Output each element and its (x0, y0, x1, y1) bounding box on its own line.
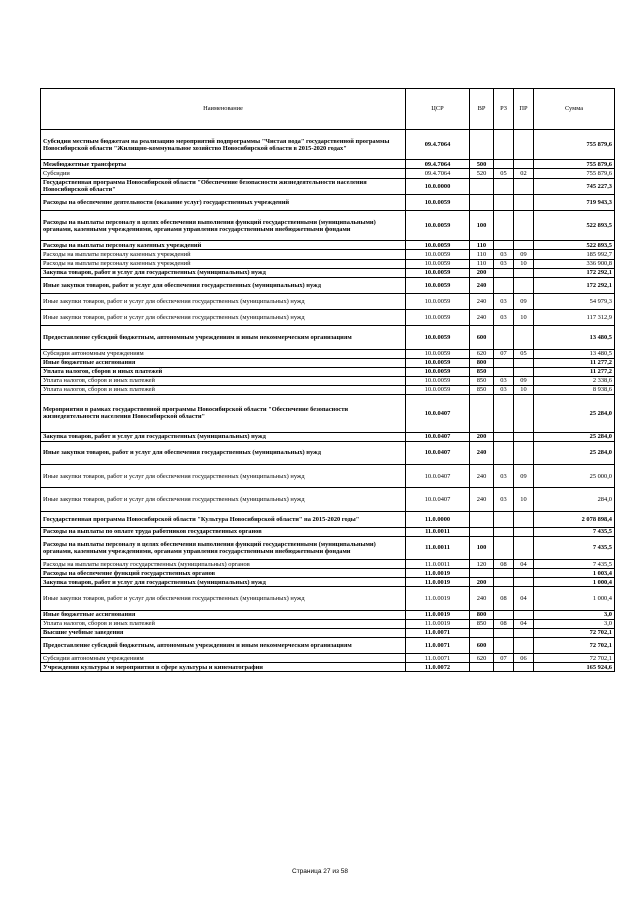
row-csr: 10.0.0407 (406, 395, 470, 433)
table-row (41, 610, 615, 619)
row-pr: 09 (514, 376, 534, 385)
row-vr (470, 511, 494, 527)
row-rz: 03 (494, 310, 514, 326)
row-rz (494, 610, 514, 619)
table-row (41, 628, 615, 637)
table-row (41, 268, 615, 277)
table-row (41, 432, 615, 441)
row-name: Иные закупки товаров, работ и услуг для обеспечения государственных (муниципальных) нужд (41, 464, 406, 487)
row-sum: 72 702,1 (534, 628, 615, 637)
table-row (41, 250, 615, 259)
row-name: Субсидии местным бюджетам на реализацию мероприятий подпрограммы "Чистая вода" государственной программы Новосибирской области "Жилищно-коммунальное хозяйство Новосибирской области в 2015-2020 годах" (41, 130, 406, 160)
row-csr: 11.0.0000 (406, 511, 470, 527)
table-row (41, 511, 615, 527)
row-vr (470, 130, 494, 160)
row-rz: 03 (494, 293, 514, 309)
row-csr: 09.4.7064 (406, 169, 470, 178)
header-sum: Сумма (534, 89, 615, 130)
row-vr: 240 (470, 464, 494, 487)
row-rz (494, 160, 514, 169)
row-rz (494, 637, 514, 653)
row-rz: 03 (494, 464, 514, 487)
row-vr: 850 (470, 367, 494, 376)
row-name: Субсидии автономным учреждениям (41, 654, 406, 663)
row-vr: 240 (470, 488, 494, 511)
row-rz (494, 326, 514, 349)
row-pr (514, 268, 534, 277)
row-pr (514, 610, 534, 619)
table-row (41, 395, 615, 433)
table-row (41, 160, 615, 169)
row-vr: 850 (470, 376, 494, 385)
row-rz: 03 (494, 376, 514, 385)
table-row (41, 277, 615, 293)
row-pr (514, 130, 534, 160)
row-csr: 10.0.0059 (406, 268, 470, 277)
row-vr: 600 (470, 326, 494, 349)
row-csr: 11.0.0019 (406, 587, 470, 610)
row-name: Расходы на обеспечение деятельности (оказание услуг) государственных учреждений (41, 194, 406, 210)
row-name: Иные закупки товаров, работ и услуг для обеспечения государственных (муниципальных) нужд (41, 587, 406, 610)
row-vr: 600 (470, 637, 494, 653)
row-pr (514, 432, 534, 441)
row-rz (494, 511, 514, 527)
row-sum: 745 227,3 (534, 178, 615, 194)
row-rz (494, 367, 514, 376)
row-name: Предоставление субсидий бюджетным, автономным учреждениям и иным некоммерческим организациям (41, 637, 406, 653)
row-vr (470, 194, 494, 210)
row-name: Иные закупки товаров, работ и услуг для обеспечения государственных (муниципальных) нужд (41, 441, 406, 464)
table-row (41, 178, 615, 194)
row-name: Мероприятия в рамках государственной программы Новосибирской области "Обеспечение безопасности жизнедеятельности населения Новосибирской области" (41, 395, 406, 433)
row-pr: 04 (514, 619, 534, 628)
row-vr: 110 (470, 250, 494, 259)
table-row (41, 569, 615, 578)
row-name: Расходы на выплаты персоналу в целях обеспечения выполнения функций государственными (муниципальными) органами, казенными учреждениями, органами управления государственными внебюджетными фондами (41, 210, 406, 240)
row-csr: 10.0.0059 (406, 367, 470, 376)
row-name: Уплата налогов, сборов и иных платежей (41, 619, 406, 628)
row-name: Межбюджетные трансферты (41, 160, 406, 169)
row-pr: 10 (514, 385, 534, 394)
row-sum: 13 480,5 (534, 326, 615, 349)
row-csr: 10.0.0407 (406, 488, 470, 511)
row-csr: 11.0.0019 (406, 569, 470, 578)
row-vr: 110 (470, 259, 494, 268)
row-rz: 03 (494, 250, 514, 259)
row-rz (494, 536, 514, 559)
row-sum: 8 938,6 (534, 385, 615, 394)
row-name: Уплата налогов, сборов и иных платежей (41, 376, 406, 385)
row-vr (470, 663, 494, 672)
row-name: Расходы на выплаты персоналу в целях обеспечения выполнения функций государственными (муниципальными) органами, казенными учреждениями, органами управления государственными внебюджетными фондами (41, 536, 406, 559)
row-pr (514, 178, 534, 194)
table-row (41, 358, 615, 367)
row-csr: 11.0.0071 (406, 654, 470, 663)
row-vr: 200 (470, 432, 494, 441)
row-name: Расходы на выплаты персоналу казенных учреждений (41, 259, 406, 268)
row-csr: 09.4.7064 (406, 130, 470, 160)
row-sum: 3,0 (534, 619, 615, 628)
row-rz: 08 (494, 587, 514, 610)
row-rz (494, 578, 514, 587)
row-name: Иные бюджетные ассигнования (41, 358, 406, 367)
table-row (41, 619, 615, 628)
row-sum: 522 893,5 (534, 210, 615, 240)
row-rz: 08 (494, 619, 514, 628)
row-csr: 11.0.0019 (406, 578, 470, 587)
row-name: Расходы на выплаты персоналу казенных учреждений (41, 241, 406, 250)
row-csr: 11.0.0019 (406, 619, 470, 628)
row-pr (514, 569, 534, 578)
row-csr: 10.0.0059 (406, 349, 470, 358)
table-row (41, 536, 615, 559)
row-sum: 7 435,5 (534, 536, 615, 559)
row-sum: 2 078 898,4 (534, 511, 615, 527)
row-pr: 09 (514, 464, 534, 487)
row-csr: 10.0.0059 (406, 358, 470, 367)
row-pr: 10 (514, 259, 534, 268)
row-pr (514, 663, 534, 672)
row-sum: 755 879,6 (534, 169, 615, 178)
row-name: Иные закупки товаров, работ и услуг для обеспечения государственных (муниципальных) нужд (41, 293, 406, 309)
row-vr: 200 (470, 578, 494, 587)
row-rz: 07 (494, 654, 514, 663)
row-pr: 06 (514, 654, 534, 663)
table-row (41, 376, 615, 385)
table-header-row (41, 89, 615, 130)
row-pr (514, 194, 534, 210)
row-vr (470, 628, 494, 637)
row-csr: 11.0.0011 (406, 527, 470, 536)
table-row (41, 637, 615, 653)
row-vr: 620 (470, 349, 494, 358)
header-vr: ВР (470, 89, 494, 130)
row-pr (514, 277, 534, 293)
row-pr (514, 527, 534, 536)
row-rz (494, 194, 514, 210)
row-vr: 620 (470, 654, 494, 663)
row-csr: 10.0.0059 (406, 210, 470, 240)
row-sum: 185 992,7 (534, 250, 615, 259)
row-rz (494, 268, 514, 277)
row-vr: 520 (470, 169, 494, 178)
row-csr: 11.0.0011 (406, 536, 470, 559)
row-name: Учреждения культуры и мероприятия в сфере культуры и кинематографии (41, 663, 406, 672)
row-csr: 10.0.0059 (406, 376, 470, 385)
page-number: Страница 27 из 58 (292, 868, 348, 875)
row-sum: 165 924,6 (534, 663, 615, 672)
row-pr: 09 (514, 293, 534, 309)
table-row (41, 654, 615, 663)
row-sum: 172 292,1 (534, 277, 615, 293)
row-vr (470, 395, 494, 433)
row-vr: 120 (470, 560, 494, 569)
row-sum: 25 284,0 (534, 395, 615, 433)
row-pr: 10 (514, 488, 534, 511)
row-pr: 10 (514, 310, 534, 326)
row-pr: 02 (514, 169, 534, 178)
header-name: Наименование (41, 89, 406, 130)
table-row (41, 326, 615, 349)
row-pr (514, 367, 534, 376)
row-csr: 11.0.0071 (406, 628, 470, 637)
header-pr: ПР (514, 89, 534, 130)
row-name: Иные бюджетные ассигнования (41, 610, 406, 619)
row-rz (494, 241, 514, 250)
table-row (41, 441, 615, 464)
table-row (41, 527, 615, 536)
row-csr: 11.0.0011 (406, 560, 470, 569)
row-rz: 03 (494, 385, 514, 394)
row-name: Государственная программа Новосибирской области "Обеспечение безопасности жизнедеятельности населения Новосибирской области" (41, 178, 406, 194)
row-vr: 850 (470, 385, 494, 394)
row-sum: 3,0 (534, 610, 615, 619)
row-name: Расходы на выплаты персоналу казенных учреждений (41, 250, 406, 259)
table-row (41, 385, 615, 394)
row-vr: 500 (470, 160, 494, 169)
row-vr: 110 (470, 241, 494, 250)
row-vr: 240 (470, 587, 494, 610)
row-rz (494, 569, 514, 578)
row-pr (514, 326, 534, 349)
row-name: Уплата налогов, сборов и иных платежей (41, 367, 406, 376)
row-sum: 7 435,5 (534, 527, 615, 536)
table-row (41, 310, 615, 326)
row-csr: 10.0.0407 (406, 464, 470, 487)
table-row (41, 464, 615, 487)
row-name: Расходы на обеспечение функций государственных органов (41, 569, 406, 578)
row-pr (514, 160, 534, 169)
budget-table (40, 88, 615, 672)
row-sum: 284,0 (534, 488, 615, 511)
row-sum: 2 338,6 (534, 376, 615, 385)
row-rz (494, 441, 514, 464)
row-sum: 1 000,4 (534, 578, 615, 587)
row-rz (494, 277, 514, 293)
row-csr: 10.0.0059 (406, 385, 470, 394)
row-sum: 755 879,6 (534, 160, 615, 169)
row-vr: 100 (470, 210, 494, 240)
row-csr: 10.0.0000 (406, 178, 470, 194)
row-sum: 172 292,1 (534, 268, 615, 277)
row-pr: 05 (514, 349, 534, 358)
row-csr: 10.0.0059 (406, 277, 470, 293)
row-rz (494, 395, 514, 433)
row-sum: 11 277,2 (534, 367, 615, 376)
row-pr (514, 441, 534, 464)
row-pr (514, 578, 534, 587)
row-pr (514, 395, 534, 433)
row-pr (514, 536, 534, 559)
row-name: Иные закупки товаров, работ и услуг для обеспечения государственных (муниципальных) нужд (41, 488, 406, 511)
row-pr (514, 210, 534, 240)
table-body (41, 130, 615, 672)
row-sum: 13 480,5 (534, 349, 615, 358)
row-sum: 25 284,0 (534, 432, 615, 441)
row-vr: 200 (470, 268, 494, 277)
row-sum: 72 702,1 (534, 654, 615, 663)
budget-table-page (40, 88, 614, 672)
row-name: Закупка товаров, работ и услуг для государственных (муниципальных) нужд (41, 268, 406, 277)
row-pr: 09 (514, 250, 534, 259)
row-csr: 10.0.0059 (406, 241, 470, 250)
table-row (41, 587, 615, 610)
row-pr (514, 628, 534, 637)
row-sum: 54 979,3 (534, 293, 615, 309)
row-name: Субсидии (41, 169, 406, 178)
row-csr: 10.0.0059 (406, 259, 470, 268)
row-rz: 05 (494, 169, 514, 178)
row-name: Расходы на выплаты по оплате труда работников государственных органов (41, 527, 406, 536)
row-sum: 117 312,9 (534, 310, 615, 326)
row-sum: 72 702,1 (534, 637, 615, 653)
row-sum: 25 284,0 (534, 441, 615, 464)
row-rz (494, 628, 514, 637)
row-vr: 800 (470, 358, 494, 367)
row-rz (494, 210, 514, 240)
table-row (41, 488, 615, 511)
row-csr: 10.0.0407 (406, 441, 470, 464)
row-csr: 10.0.0059 (406, 310, 470, 326)
row-vr: 240 (470, 310, 494, 326)
row-rz: 03 (494, 259, 514, 268)
row-pr (514, 511, 534, 527)
row-rz (494, 432, 514, 441)
row-vr: 240 (470, 441, 494, 464)
row-sum: 336 900,8 (534, 259, 615, 268)
row-rz (494, 663, 514, 672)
row-name: Субсидии автономным учреждениям (41, 349, 406, 358)
table-row (41, 241, 615, 250)
table-row (41, 130, 615, 160)
row-sum: 11 277,2 (534, 358, 615, 367)
row-sum: 25 000,0 (534, 464, 615, 487)
row-sum: 755 879,6 (534, 130, 615, 160)
table-row (41, 259, 615, 268)
row-rz: 08 (494, 560, 514, 569)
row-pr: 04 (514, 587, 534, 610)
row-sum: 7 435,5 (534, 560, 615, 569)
table-row (41, 578, 615, 587)
table-row (41, 560, 615, 569)
table-row (41, 349, 615, 358)
row-name: Закупка товаров, работ и услуг для государственных (муниципальных) нужд (41, 578, 406, 587)
table-row (41, 194, 615, 210)
row-pr (514, 358, 534, 367)
row-vr: 800 (470, 610, 494, 619)
row-csr: 10.0.0059 (406, 293, 470, 309)
row-csr: 11.0.0072 (406, 663, 470, 672)
row-csr: 09.4.7064 (406, 160, 470, 169)
row-csr: 10.0.0059 (406, 250, 470, 259)
row-rz (494, 527, 514, 536)
row-rz (494, 358, 514, 367)
row-sum: 1 003,4 (534, 569, 615, 578)
row-vr: 240 (470, 293, 494, 309)
row-sum: 522 893,5 (534, 241, 615, 250)
row-name: Иные закупки товаров, работ и услуг для обеспечения государственных (муниципальных) нужд (41, 277, 406, 293)
table-row (41, 210, 615, 240)
row-vr: 100 (470, 536, 494, 559)
row-pr: 04 (514, 560, 534, 569)
table-row (41, 293, 615, 309)
row-name: Государственная программа Новосибирской области "Культура Новосибирской области" на 2015-2020 годы" (41, 511, 406, 527)
header-rz: РЗ (494, 89, 514, 130)
row-name: Уплата налогов, сборов и иных платежей (41, 385, 406, 394)
table-row (41, 169, 615, 178)
row-csr: 11.0.0019 (406, 610, 470, 619)
row-csr: 10.0.0059 (406, 326, 470, 349)
row-vr: 850 (470, 619, 494, 628)
row-csr: 11.0.0071 (406, 637, 470, 653)
row-name: Высшие учебные заведения (41, 628, 406, 637)
row-sum: 719 943,3 (534, 194, 615, 210)
row-csr: 10.0.0407 (406, 432, 470, 441)
row-rz (494, 130, 514, 160)
row-name: Иные закупки товаров, работ и услуг для обеспечения государственных (муниципальных) нужд (41, 310, 406, 326)
row-vr (470, 178, 494, 194)
row-sum: 1 000,4 (534, 587, 615, 610)
row-rz: 03 (494, 488, 514, 511)
row-pr (514, 241, 534, 250)
row-vr (470, 569, 494, 578)
row-pr (514, 637, 534, 653)
row-rz (494, 178, 514, 194)
table-row (41, 663, 615, 672)
row-vr (470, 527, 494, 536)
row-name: Предоставление субсидий бюджетным, автономным учреждениям и иным некоммерческим организациям (41, 326, 406, 349)
row-vr: 240 (470, 277, 494, 293)
row-rz: 07 (494, 349, 514, 358)
header-csr: ЦСР (406, 89, 470, 130)
row-name: Расходы на выплаты персоналу государственных (муниципальных) органов (41, 560, 406, 569)
table-row (41, 367, 615, 376)
row-name: Закупка товаров, работ и услуг для государственных (муниципальных) нужд (41, 432, 406, 441)
row-csr: 10.0.0059 (406, 194, 470, 210)
